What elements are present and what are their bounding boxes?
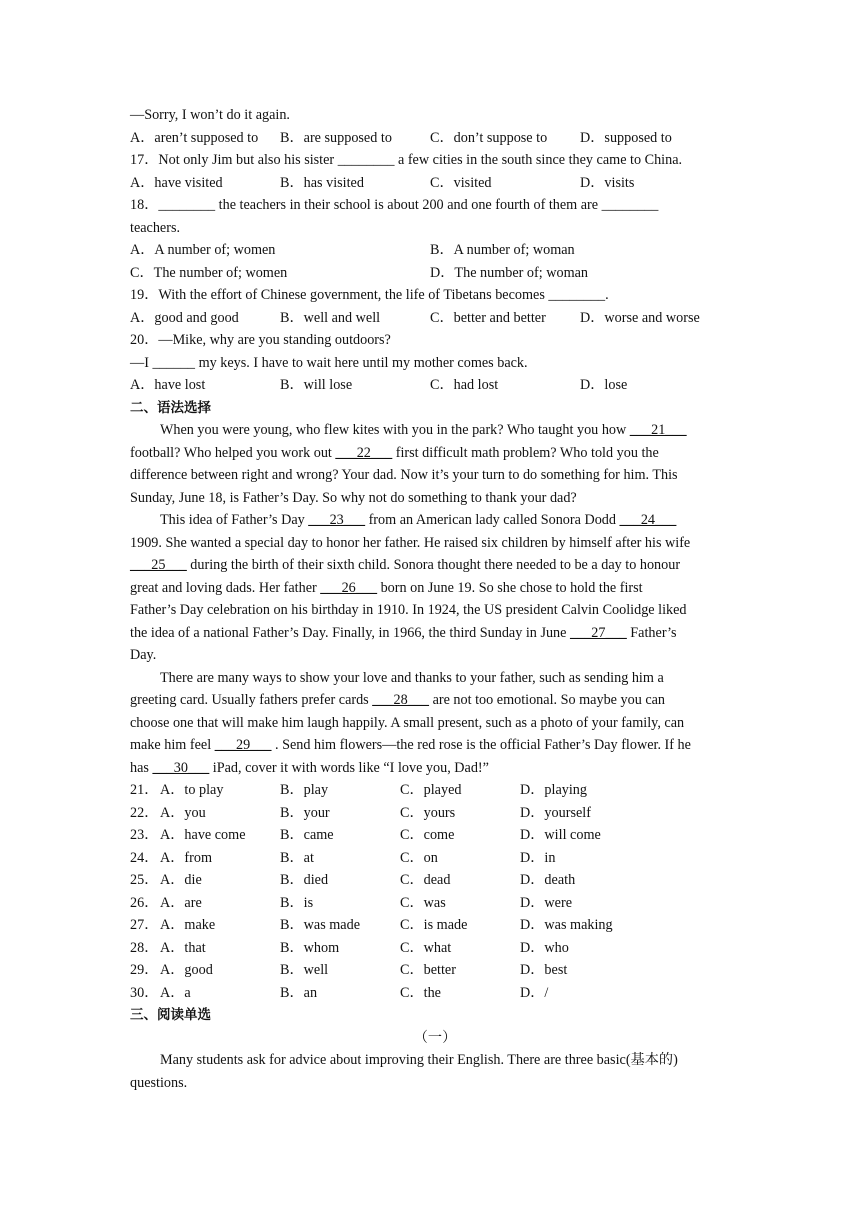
passage-text: When you were young, who flew kites with you in the park? Who taught you how (160, 422, 630, 438)
q16-option-a[interactable]: A．aren’t supposed to (130, 129, 259, 146)
q20-option-b[interactable]: B．will lose (280, 377, 353, 393)
q19-option-a[interactable]: A．good and good (130, 309, 239, 326)
grammar-option[interactable]: D．will come (520, 827, 601, 843)
q18-option-b[interactable]: B．A number of; woman (430, 242, 575, 258)
passage-text: from an American lady called Sonora Dodd (365, 512, 620, 528)
grammar-option[interactable]: C．on (400, 849, 438, 866)
passage-text: 1909. She wanted a special day to honor her father. He raised six children by himself after his wife (130, 534, 691, 551)
passage-line (130, 712, 740, 735)
q16-option-d[interactable]: D．supposed to (580, 129, 672, 146)
grammar-option[interactable]: A．to play (160, 782, 224, 798)
q18-stem-line1: 18．________ the teachers in their school is about 200 and one fourth of them are ________ (130, 197, 659, 213)
passage-blank: ___21___ (629, 422, 687, 438)
passage-text: Day. (130, 647, 157, 663)
grammar-option[interactable]: B．whom (280, 939, 340, 956)
passage-text: This idea of Father’s Day (160, 512, 309, 528)
grammar-option[interactable]: D．yourself (520, 804, 591, 821)
passage-line (130, 667, 740, 690)
passage-text: football? Who helped you work out (130, 444, 336, 461)
grammar-option[interactable]: B．was made (280, 917, 360, 933)
q17-stem: 17．Not only Jim but also his sister ________ a few cities in the south since they came to China. (130, 152, 683, 168)
question-number: 23． (130, 827, 159, 843)
reading-passage-number: （一） (413, 1029, 457, 1046)
passage-line (130, 644, 740, 667)
grammar-option[interactable]: D．best (520, 962, 568, 978)
question-number: 29． (130, 962, 159, 978)
passage-line (130, 419, 740, 442)
grammar-option[interactable]: A．good (160, 962, 213, 978)
passage-line (130, 599, 740, 622)
question-number: 21． (130, 782, 159, 798)
q18-option-c[interactable]: C．The number of; women (130, 264, 288, 281)
question-number: 26． (130, 894, 159, 911)
q18-option-a[interactable]: A．A number of; women (130, 242, 276, 258)
grammar-option[interactable]: B．your (280, 804, 330, 821)
q17-option-c[interactable]: C．visited (430, 174, 492, 191)
passage-blank: ___25___ (130, 557, 187, 573)
grammar-option[interactable]: C．played (400, 782, 462, 798)
passage-text: make him feel (130, 737, 215, 753)
grammar-question-row (130, 802, 740, 825)
grammar-option[interactable]: B．an (280, 984, 318, 1001)
grammar-option[interactable]: A．a (160, 984, 191, 1001)
grammar-option[interactable]: B．play (280, 782, 329, 798)
grammar-option[interactable]: D．was making (520, 917, 613, 933)
grammar-option[interactable]: D．playing (520, 782, 587, 798)
passage-line (130, 689, 740, 712)
grammar-option[interactable]: A．have come (160, 827, 246, 843)
passage-line (130, 577, 740, 600)
grammar-option[interactable]: B．is (280, 894, 314, 911)
passage-text: born on June 19. So she chose to hold the first (377, 579, 643, 596)
passage-text: iPad, cover it with words like “I love you, Dad!” (209, 759, 489, 776)
passage-blank: ___24___ (619, 512, 677, 528)
q17-options (130, 172, 740, 195)
passage-line (130, 509, 740, 532)
q20-options (130, 374, 740, 397)
exam-page (130, 104, 740, 1094)
grammar-questions (130, 779, 740, 1004)
question-number: 28． (130, 939, 159, 956)
grammar-question-row (130, 892, 740, 915)
grammar-option[interactable]: C．what (400, 939, 452, 956)
grammar-option[interactable]: C．the (400, 984, 441, 1001)
reading-line-2: questions. (130, 1074, 188, 1091)
q18-stem-line2: teachers. (130, 219, 181, 236)
reading-line-1: Many students ask for advice about improving their English. There are three basic(基本的) (160, 1052, 678, 1068)
passage-line (130, 487, 740, 510)
passage-text: difference between right and wrong? Your dad. Now it’s your turn to do something for him. This (130, 467, 678, 483)
passage-text: choose one that will make him laugh happily. A small present, such as a photo of your family, can (130, 714, 685, 731)
q20-option-a[interactable]: A．have lost (130, 377, 206, 393)
passage-blank: ___28___ (372, 692, 430, 708)
grammar-question-row (130, 824, 740, 847)
grammar-option[interactable]: D．in (520, 849, 556, 866)
q20-reply: —I ______ my keys. I have to wait here until my mother comes back. (130, 354, 528, 371)
passage-line (130, 757, 740, 780)
section2-title: 二、语法选择 (130, 399, 211, 416)
grammar-option[interactable]: B．well (280, 962, 329, 978)
q16-reply: —Sorry, I won’t do it again. (130, 107, 290, 123)
grammar-option[interactable]: C．is made (400, 917, 468, 933)
grammar-question-row (130, 959, 740, 982)
passage-line (130, 734, 740, 757)
q18-options-row1 (130, 239, 740, 262)
passage-blank: ___23___ (308, 512, 366, 528)
question-number: 27． (130, 917, 159, 933)
question-number: 24． (130, 849, 159, 866)
q19-options (130, 307, 740, 330)
passage-blank: ___27___ (570, 624, 627, 641)
grammar-option[interactable]: A．die (160, 872, 202, 888)
grammar-question-row (130, 914, 740, 937)
passage-text: greeting card. Usually fathers prefer cards (130, 692, 373, 708)
passage-line (130, 442, 740, 465)
q16-option-b[interactable]: B．are supposed to (280, 129, 392, 146)
q19-option-c[interactable]: C．better and better (430, 309, 546, 326)
grammar-option[interactable]: C．come (400, 827, 455, 843)
q20-option-d[interactable]: D．lose (580, 377, 628, 393)
grammar-option[interactable]: A．make (160, 917, 216, 933)
grammar-option[interactable]: C．yours (400, 804, 456, 821)
grammar-option[interactable]: A．are (160, 894, 202, 911)
passage-text: Sunday, June 18, is Father’s Day. So why not do something to thank your dad? (130, 489, 577, 506)
q16-option-c[interactable]: C．don’t suppose to (430, 129, 548, 146)
grammar-option[interactable]: D．who (520, 939, 569, 956)
grammar-question-row (130, 937, 740, 960)
passage-blank: ___22___ (335, 444, 393, 461)
q19-option-b[interactable]: B．well and well (280, 309, 381, 326)
q20-option-c[interactable]: C．had lost (430, 377, 499, 393)
grammar-question-row (130, 982, 740, 1005)
question-number: 30． (130, 984, 159, 1001)
passage-text: during the birth of their sixth child. Sonora thought there needed to be a day to honour (186, 557, 681, 573)
passage-blank: ___26___ (320, 579, 378, 596)
q20-stem: 20．—Mike, why are you standing outdoors? (130, 332, 391, 348)
passage-text: has (130, 759, 153, 776)
grammar-option[interactable]: C．was (400, 894, 446, 911)
passage-text: first difficult math problem? Who told you the (392, 444, 659, 461)
q17-option-a[interactable]: A．have visited (130, 174, 223, 191)
passage-line (130, 554, 740, 577)
passage-text: are not too emotional. So maybe you can (429, 692, 666, 708)
grammar-option[interactable]: B．at (280, 849, 314, 866)
q17-option-b[interactable]: B．has visited (280, 174, 364, 191)
section3-title: 三、阅读单选 (130, 1007, 211, 1023)
q18-options-row2 (130, 262, 740, 285)
grammar-option[interactable]: D．were (520, 894, 572, 911)
q17-option-d[interactable]: D．visits (580, 174, 635, 191)
passage-line (130, 532, 740, 555)
grammar-option[interactable]: C．dead (400, 872, 451, 888)
grammar-passage (130, 419, 740, 779)
q19-option-d[interactable]: D．worse and worse (580, 309, 700, 326)
grammar-option[interactable]: B．died (280, 872, 329, 888)
grammar-option[interactable]: D．death (520, 872, 576, 888)
passage-text: . Send him flowers—the red rose is the official Father’s Day flower. If he (271, 737, 691, 753)
passage-text: There are many ways to show your love and thanks to your father, such as sending him a (160, 669, 664, 686)
passage-line (130, 622, 740, 645)
passage-text: Father’s (626, 624, 677, 641)
passage-text: Father’s Day celebration on his birthday in 1910. In 1924, the US president Calvin Coolidge liked (130, 602, 687, 618)
passage-text: great and loving dads. Her father (130, 579, 321, 596)
passage-line (130, 464, 740, 487)
grammar-option[interactable]: D．/ (520, 984, 549, 1001)
grammar-question-row (130, 847, 740, 870)
grammar-option[interactable]: B．came (280, 827, 334, 843)
passage-blank: ___30___ (152, 759, 210, 776)
q19-stem: 19．With the effort of Chinese government, the life of Tibetans becomes ________. (130, 287, 609, 303)
passage-text: the idea of a national Father’s Day. Finally, in 1966, the third Sunday in June (130, 624, 570, 641)
q18-option-d[interactable]: D．The number of; woman (430, 264, 588, 281)
q16-options (130, 127, 740, 150)
grammar-question-row (130, 779, 740, 802)
grammar-option[interactable]: C．better (400, 962, 456, 978)
grammar-option[interactable]: A．that (160, 939, 206, 956)
question-number: 22． (130, 804, 159, 821)
grammar-option[interactable]: A．you (160, 804, 206, 821)
passage-blank: ___29___ (214, 737, 272, 753)
grammar-option[interactable]: A．from (160, 849, 213, 866)
question-number: 25． (130, 872, 159, 888)
grammar-question-row (130, 869, 740, 892)
